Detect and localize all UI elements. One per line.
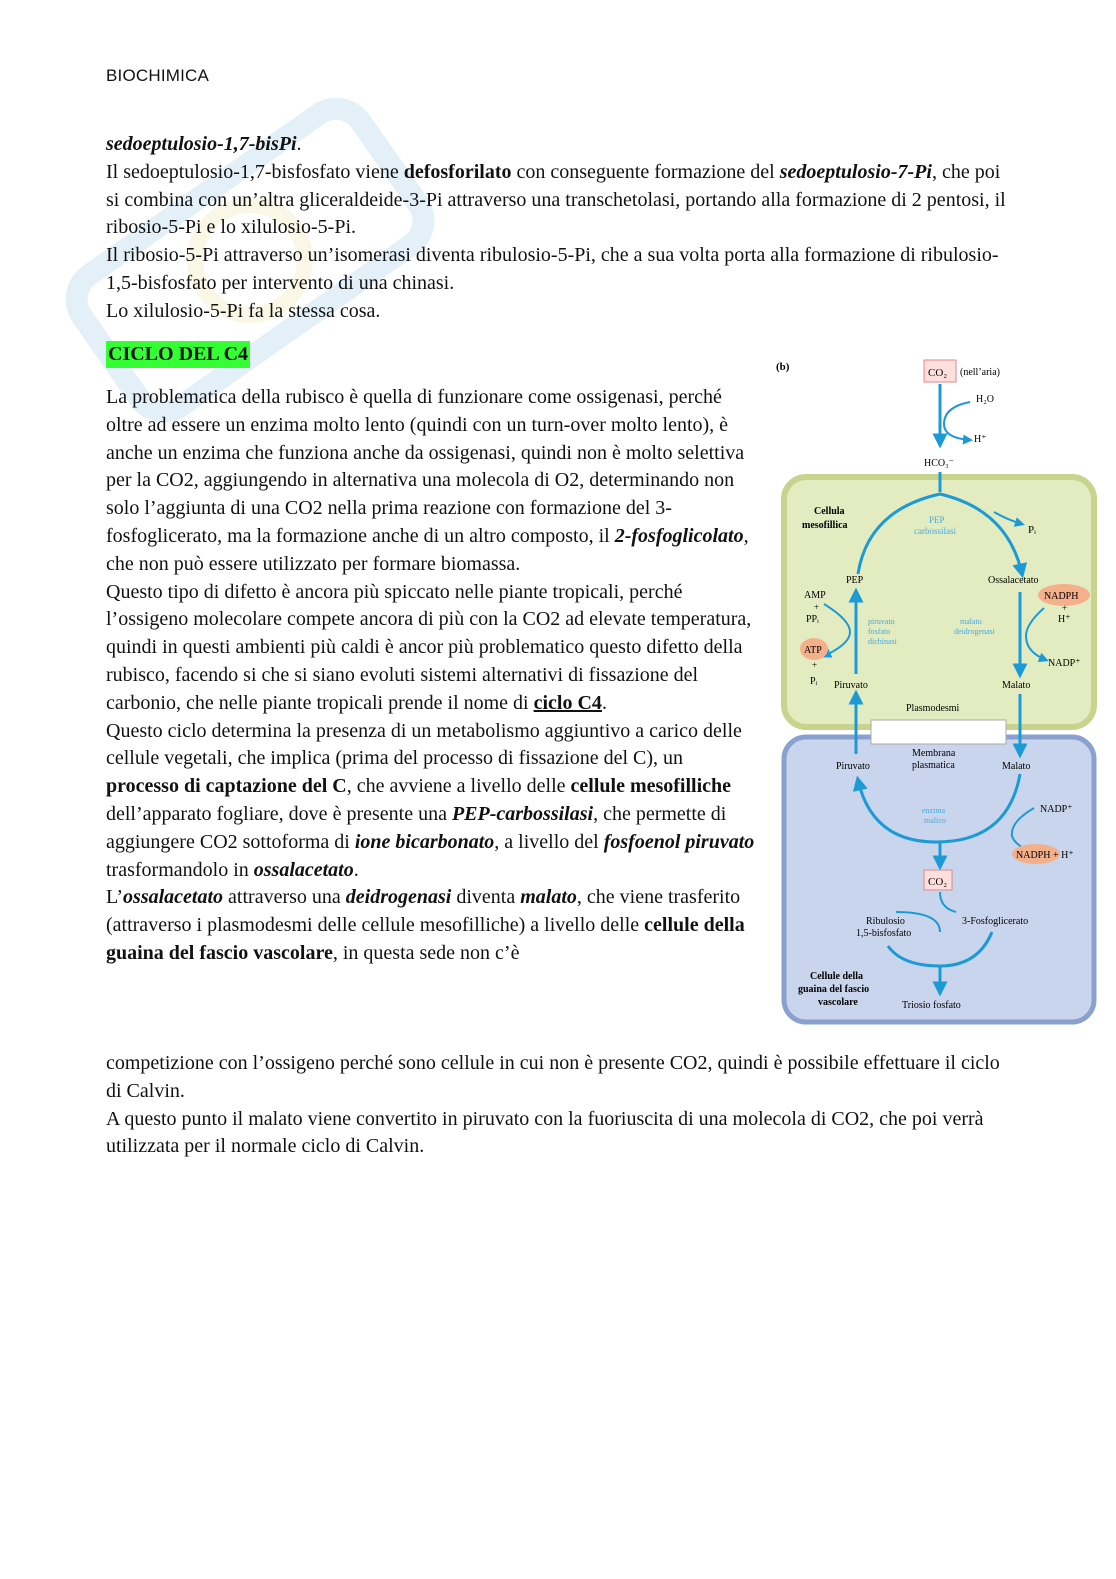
ppi-label: PPᵢ	[806, 614, 819, 625]
pi-label: Pᵢ	[1028, 524, 1036, 536]
malate-label-2: Malato	[1002, 761, 1031, 772]
rubp-label-2: 1,5-bisfosfato	[856, 928, 912, 939]
panel-label: (b)	[776, 361, 790, 373]
pep-label: PEP	[846, 575, 864, 586]
paragraph-sedoeptulosio: sedoeptulosio-1,7-bisPi.	[106, 133, 302, 155]
section-title-ciclo-c4: CICLO DEL C4	[106, 341, 250, 368]
nadp-label-2: NADP⁺	[1040, 804, 1073, 815]
co2-bundle: CO₂	[928, 876, 948, 888]
hco3-label: HCO₃⁻	[924, 458, 954, 469]
paragraph-defosforilato: Il sedoeptulosio-1,7-bisfosfato viene defosforilato con conseguente formazione del sedoeptulosio-7-Pi, che poi si combina con un’altra gliceraldeide-3-Pi attraverso una transchetolasi, portando alla formazione di 2 pentosi, il ribosio-5-Pi e lo xilulosio-5-Pi.	[106, 160, 1006, 239]
plus-sign: +	[1062, 603, 1068, 613]
triose-label: Triosio fosfato	[902, 1000, 961, 1011]
amp-label: AMP	[804, 590, 826, 601]
nadp-label-1: NADP⁺	[1048, 658, 1081, 669]
h2o-label: H₂O	[976, 394, 994, 405]
mesophyll-label-1: Cellula	[814, 506, 845, 517]
body-text-narrow	[106, 384, 756, 968]
rubp-label-1: Ribulosio	[866, 916, 905, 927]
plasmodesmata	[871, 720, 1006, 744]
paragraph-ossalacetato-start: L’ossalacetato attraverso una deidrogenasi diventa malato, che viene trasferito (attraverso i plasmodesmi delle cellule mesofilliche) a livello delle cellule della guaina del fascio vascolare, in questa sede non c’è	[106, 886, 745, 964]
ppdk-label-3: dichinasi	[868, 637, 897, 646]
pi2-label: Pᵢ	[810, 676, 818, 687]
nadph-label: NADPH	[1044, 591, 1079, 602]
paragraph-ossalacetato-end: competizione con l’ossigeno perché sono cellule in cui non è presente CO2, quindi è possibile effettuare il ciclo di Calvin.	[106, 1052, 1000, 1102]
ppdk-label-2: fosfato	[868, 627, 891, 636]
pepc-label-1: PEP	[929, 515, 945, 525]
page-header: BIOCHIMICA	[106, 66, 210, 85]
plus-sign: +	[812, 660, 818, 670]
pepc-label-2: carbossilasi	[914, 526, 956, 536]
body-text-wide	[106, 1050, 1006, 1161]
atp-label: ATP	[804, 645, 822, 656]
paragraph-captazione: Questo ciclo determina la presenza di un metabolismo aggiuntivo a carico delle cellule vegetali, che implica (prima del processo di fissazione del C), un processo di captazione del C, che avviene a livello delle cellule mesofilliche dell’apparato fogliare, dove è presente una PEP-carbossilasi, che permette di aggiungere CO2 sottoforma di ione bicarbonato, a livello del fosfoenol piruvato trasformandolo in ossalacetato.	[106, 719, 755, 881]
malic-enzyme-label-2: malico	[924, 816, 946, 825]
paragraph-ribosio: Il ribosio-5-Pi attraverso un’isomerasi diventa ribulosio-5-Pi, che a sua volta porta alla formazione di ribulosio-1,5-bisfosfato per intervento di una chinasi.	[106, 244, 999, 294]
mdh-label-2: deidrogenasi	[954, 627, 995, 636]
c4-cycle-diagram	[776, 352, 1100, 1032]
ppdk-label-1: piruvato	[868, 617, 895, 626]
plasmodesmata-label: Plasmodesmi	[906, 703, 960, 714]
bundle-label-1: Cellule della	[810, 971, 864, 982]
co2-air: CO₂	[928, 367, 948, 379]
top-text-block	[106, 131, 1006, 326]
paragraph-piante-tropicali: Questo tipo di difetto è ancora più spiccato nelle piante tropicali, perché l’ossigeno molecolare compete ancora di più con la CO2 ad elevate temperatura, quindi in questi ambienti più caldi è ancor più problematico questo difetto della rubisco, facendo si che si siano evoluti sistemi alternativi di fissazione del carbonio, che nelle piante tropicali prende il nome di ciclo C4.	[106, 580, 752, 714]
bundle-label-2: guaina del fascio	[798, 984, 870, 995]
malic-enzyme-label-1: enzima	[922, 806, 946, 815]
pga-label: 3-Fosfoglicerato	[962, 916, 1029, 927]
hplus2-label: H⁺	[1058, 614, 1071, 625]
nadph-label-2: NADPH + H⁺	[1016, 850, 1074, 861]
mdh-label-1: malato	[960, 617, 982, 626]
pyruvate-label-1: Piruvato	[834, 680, 868, 691]
membrane-label-1: Membrana	[912, 748, 956, 759]
mesophyll-label-2: mesofillica	[802, 520, 848, 531]
pyruvate-label-2: Piruvato	[836, 761, 870, 772]
paragraph-rubisco: La problematica della rubisco è quella di funzionare come ossigenasi, perché oltre ad essere un enzima molto lento (quindi con un turn-over molto lento), è anche un enzima che funziona anche da ossigenasi, quindi non è molto selettiva per la CO2, aggiungendo in alternativa una molecola di O2, determinando non solo l’aggiunta di una CO2 nella prima reazione con formazione del 3-fosfoglicerato, ma la formazione anche di un altro composto, il 2-fosfoglicolato, che non può essere utilizzato per formare biomassa.	[106, 386, 749, 575]
paragraph-malato: A questo punto il malato viene convertito in piruvato con la fuoriuscita di una molecola di CO2, che poi verrà utilizzata per il normale ciclo di Calvin.	[106, 1107, 984, 1158]
bundle-label-3: vascolare	[818, 997, 858, 1008]
hplus-label: H⁺	[974, 434, 987, 445]
membrane-label-2: plasmatica	[912, 760, 955, 771]
plus-sign: +	[814, 602, 820, 612]
air-label: (nell’aria)	[960, 367, 1000, 378]
paragraph-xilulosio: Lo xilulosio-5-Pi fa la stessa cosa.	[106, 299, 381, 322]
malate-label-1: Malato	[1002, 680, 1031, 691]
oaa-label: Ossalacetato	[988, 575, 1039, 586]
